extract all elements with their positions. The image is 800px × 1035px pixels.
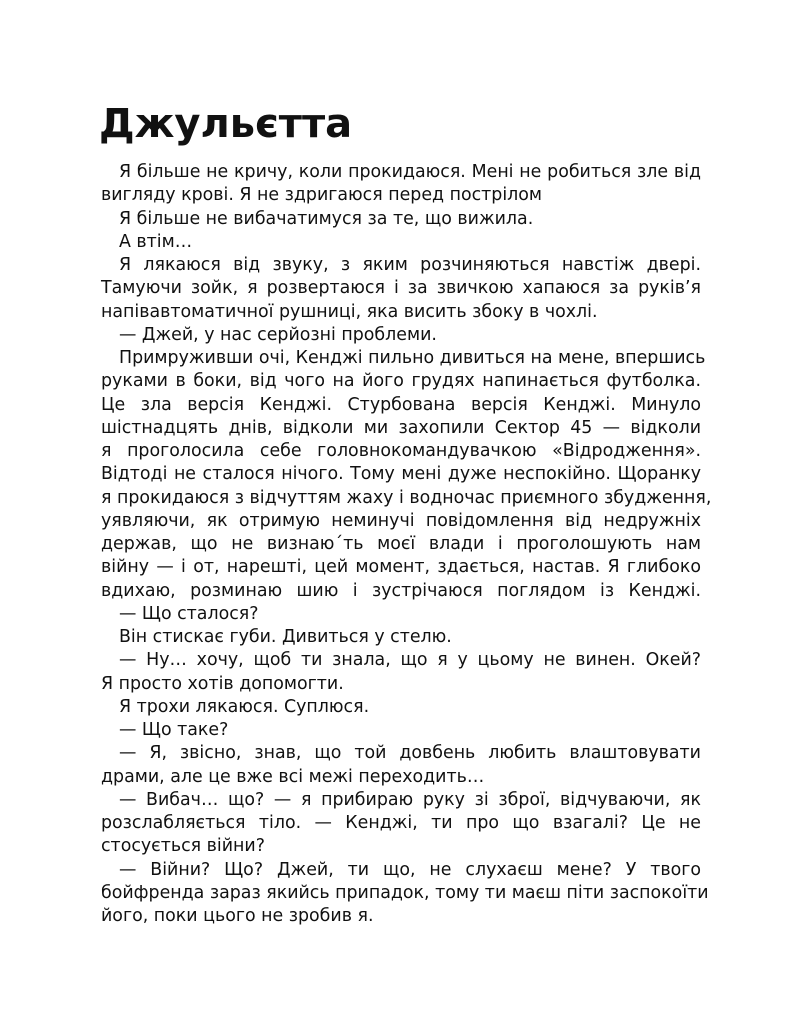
text-line: Я більше не кричу, коли прокидаюся. Мені не робиться зле від xyxy=(119,162,701,182)
text-line: — Що таке? xyxy=(119,720,229,740)
text-line: — Ну… хочу, щоб ти знала, що я у цьому не винен. Окей? xyxy=(119,650,701,671)
text-line: Це зла версія Кенджі. Стурбована версія Кенджі. Минуло xyxy=(101,394,701,415)
text-line: напівавтоматичної рушниці, яка висить збоку в чохлі. xyxy=(101,301,598,322)
text-line: — Вибач… що? — я прибираю руку зі зброї, відчуваючи, як xyxy=(119,789,701,810)
text-line: Я трохи лякаюся. Суплюся. xyxy=(119,696,370,717)
text-line: А втім… xyxy=(119,231,193,252)
text-line: Він стискає губи. Дивиться у стелю. xyxy=(119,627,452,647)
text-line: — Війни? Що? Джей, ти що, не слухаєш мене? У твого xyxy=(119,859,701,880)
text-line: війну — і от, нарешті, цей момент, здається, настав. Я глибоко xyxy=(101,557,701,578)
text-line: стосується війни? xyxy=(101,836,265,857)
text-line: вдихаю, розминаю шию і зустрічаюся поглядом із Кенджі. xyxy=(101,580,701,601)
text-line: Примруживши очі, Кенджі пильно дивиться на мене, впершись xyxy=(119,348,706,368)
text-line: шістнадцять днів, відколи ми захопили Сектор 45 — відколи xyxy=(101,417,701,438)
text-line: держав, що не визнаю´ть моєї влади і проголошують нам xyxy=(101,534,701,554)
body-text xyxy=(101,161,712,928)
text-line: його, поки цього не зробив я. xyxy=(101,906,374,926)
text-line: Відтоді не сталося нічого. Тому мені дуже неспокійно. Щоранку xyxy=(101,464,701,485)
text-line: розслабляється тіло. — Кенджі, ти про що взагалі? Це не xyxy=(101,813,701,833)
text-line: вигляду крові. Я не здригаюся перед пострілом xyxy=(101,185,543,206)
text-line: я прокидаюся з відчуттям жаху і водночас приємного збудження, xyxy=(101,487,712,508)
text-line: драми, але це вже всі межі переходить… xyxy=(101,766,485,787)
text-line: Я лякаюся від звуку, з яким розчиняються навстіж двері. xyxy=(119,255,701,275)
text-line: Тамуючи зойк, я розвертаюся і за звичкою хапаюся за руків’я xyxy=(101,278,701,299)
text-line: Я більше не вибачатимуся за те, що вижила. xyxy=(119,208,534,229)
text-line: Я просто хотів допомогти. xyxy=(101,673,344,694)
text-line: — Джей, у нас серйозні проблеми. xyxy=(119,324,437,345)
chapter-title: Джульєтта xyxy=(99,101,353,147)
text-line: — Що сталося? xyxy=(119,603,259,624)
text-line: бойфренда зараз якийсь припадок, тому ти маєш піти заспокоїти xyxy=(101,882,709,903)
text-line: уявляючи, як отримую неминучі повідомлення від недружніх xyxy=(101,510,701,531)
text-line: я проголосила себе головнокомандувачкою «Відродження». xyxy=(101,441,701,461)
text-line: руками в боки, від чого на його грудях напинається футболка. xyxy=(101,371,701,392)
text-line: — Я, звісно, знав, що той довбень любить влаштовувати xyxy=(119,743,701,764)
